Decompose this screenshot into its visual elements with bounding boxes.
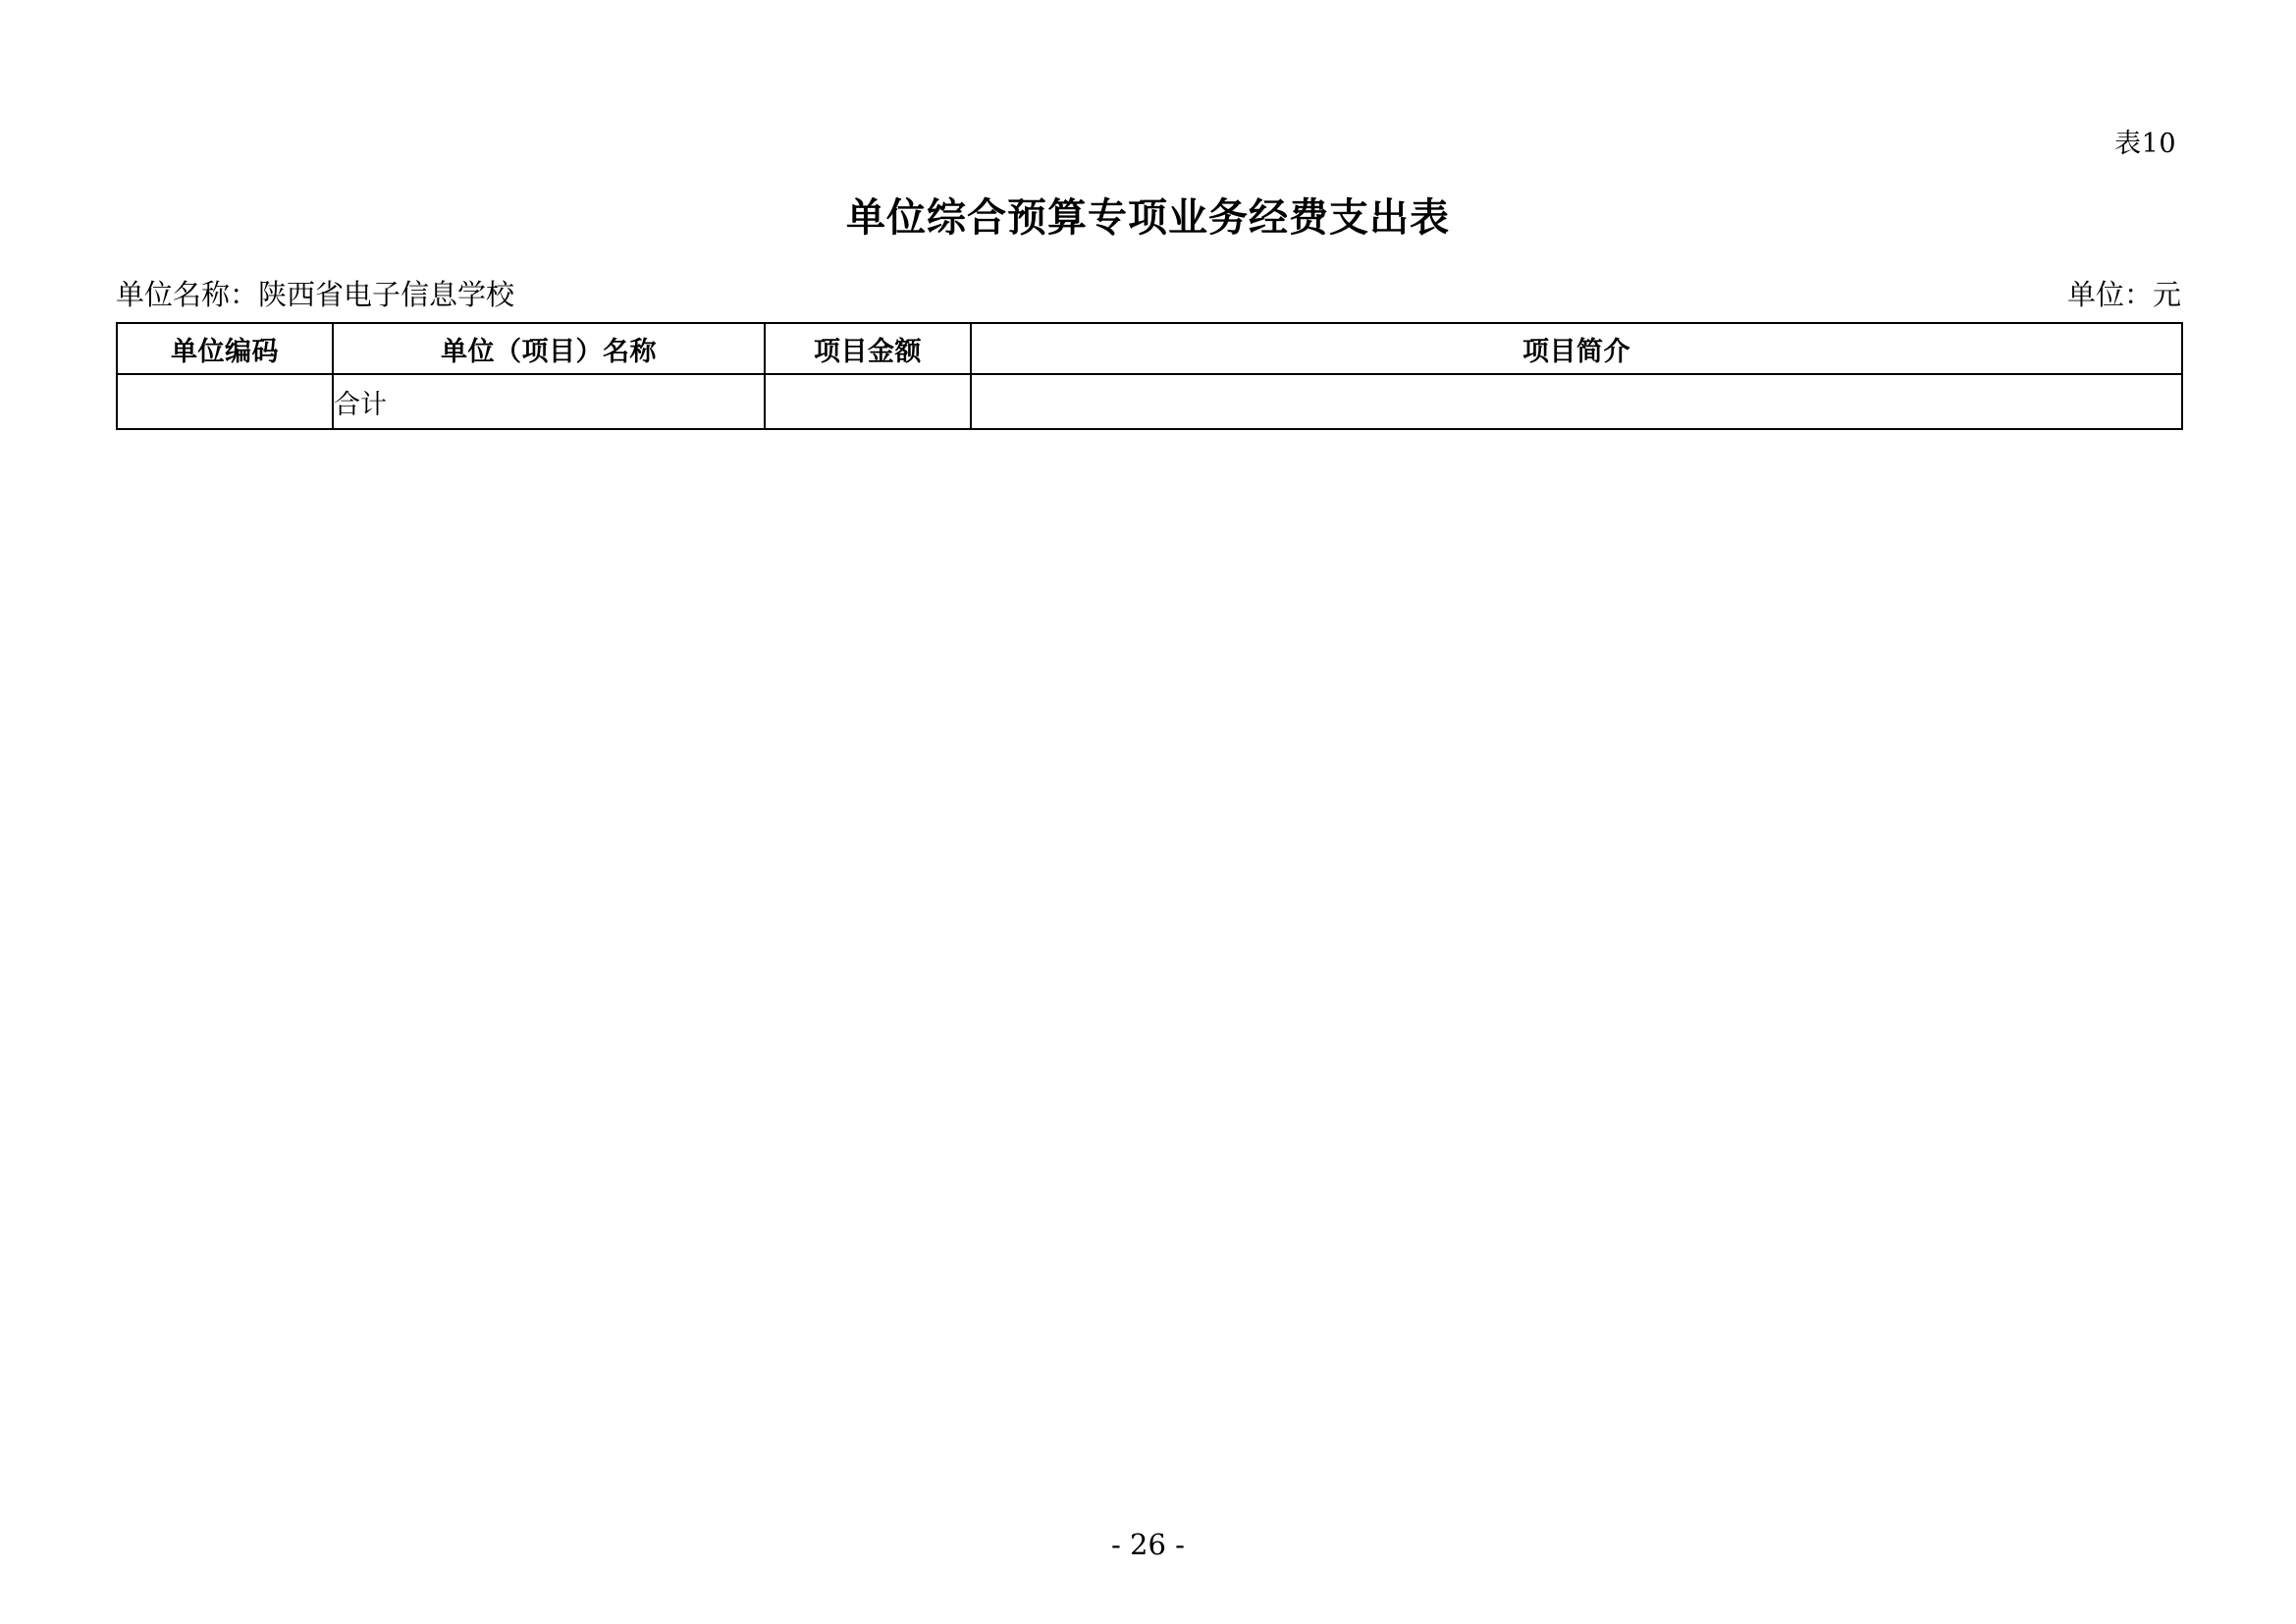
table-header-row [117,323,2182,374]
unit-name-label: 单位名称：陕西省电子信息学校 [116,278,515,311]
column-header-project-amount: 项目金额 [765,323,971,374]
cell-project-description [971,374,2182,429]
column-header-unit-code: 单位编码 [117,323,333,374]
info-row [116,273,2181,313]
column-header-project-description: 项目简介 [971,323,2182,374]
page-number: - 26 - [1111,1528,1185,1561]
cell-unit-code [117,374,333,429]
table-number-label: 表10 [2114,129,2176,159]
currency-unit-label: 单位：元 [2066,278,2181,311]
column-header-unit-project-name: 单位（项目）名称 [333,323,765,374]
cell-unit-project-name: 合计 [333,374,765,429]
table-row [117,374,2182,429]
cell-project-amount [765,374,971,429]
budget-table [116,322,2183,430]
page-title: 单位综合预算专项业务经费支出表 [846,195,1450,241]
